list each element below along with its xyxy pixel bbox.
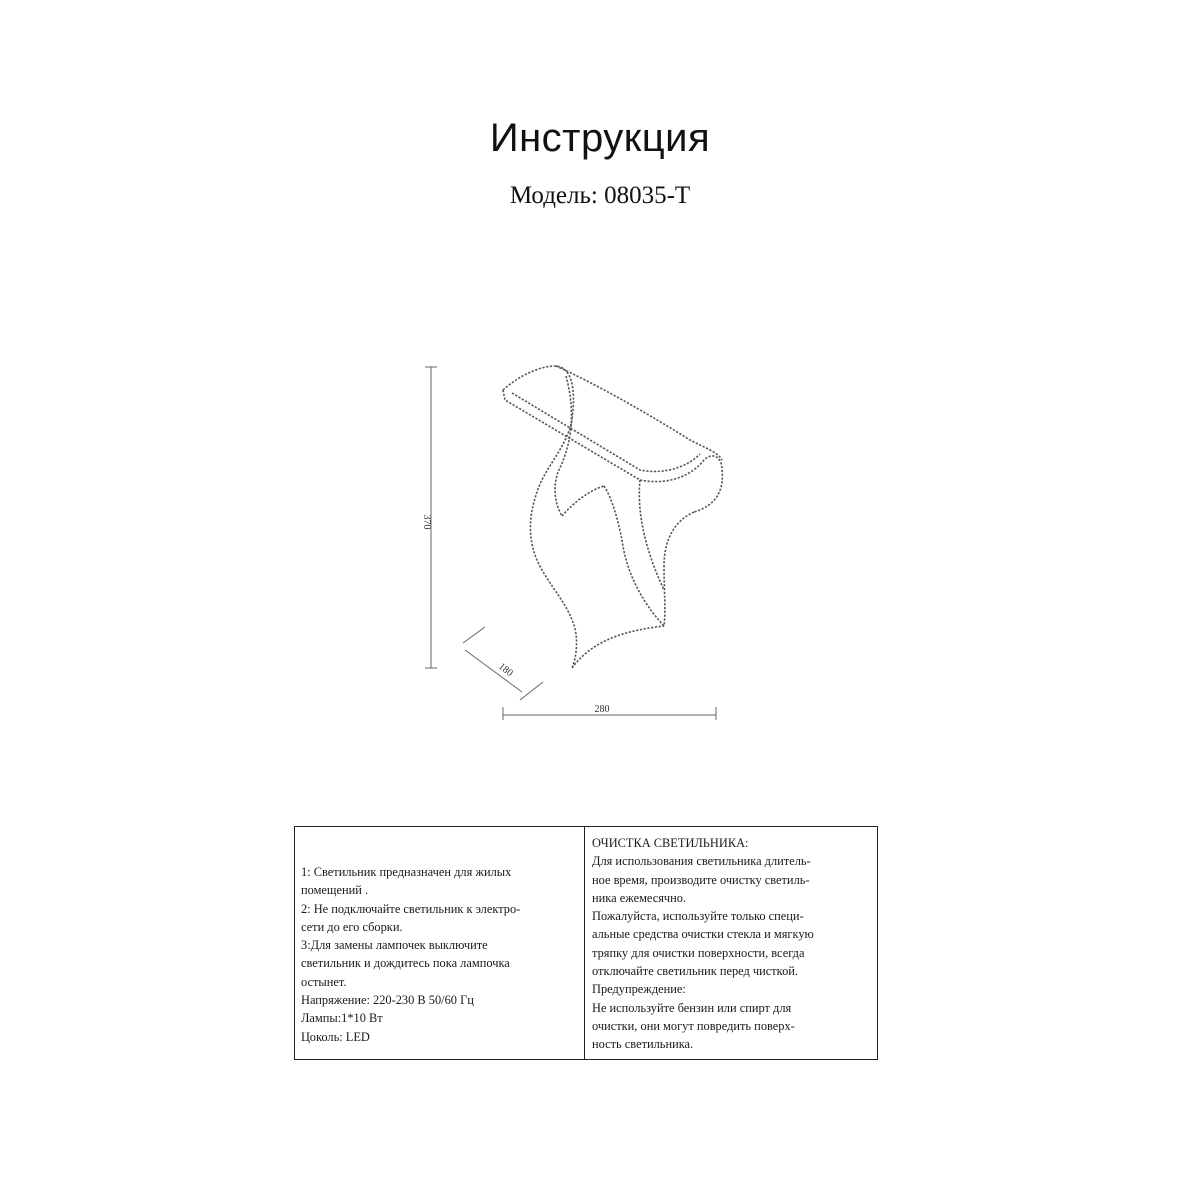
safety-line: светильник и дождитесь пока лампочка bbox=[301, 956, 510, 971]
safety-line: сети до его сборки. bbox=[301, 919, 403, 934]
cleaning-line: альные средства очистки стекла и мягкую bbox=[592, 927, 814, 942]
cleaning-line: Пожалуйста, используйте только специ- bbox=[592, 909, 804, 924]
cleaning-line: тряпку для очистки поверхности, всегда bbox=[592, 945, 805, 960]
dimension-width-label: 280 bbox=[594, 704, 610, 715]
lamp-outline bbox=[503, 366, 722, 668]
cleaning-heading: ОЧИСТКА СВЕТИЛЬНИКА: bbox=[592, 836, 749, 850]
spec-lamps: Лампы:1*10 Вт bbox=[301, 1011, 383, 1026]
cleaning-line: отключайте светильник перед чисткой. bbox=[592, 964, 798, 979]
dimension-depth-label: 180 bbox=[496, 661, 515, 679]
info-table bbox=[294, 826, 878, 1060]
dimension-height-label: 370 bbox=[421, 514, 432, 530]
warning-line: Не используйте бензин или спирт для bbox=[592, 1000, 792, 1015]
cleaning-line: ное время, производите очистку светиль- bbox=[592, 872, 810, 887]
safety-line: остынет. bbox=[301, 974, 347, 989]
warning-heading: Предупреждение: bbox=[592, 982, 686, 997]
model-number: Модель: 08035-T bbox=[509, 182, 691, 209]
cleaning-line: ника ежемесячно. bbox=[592, 890, 687, 905]
document-title: Инструкция bbox=[489, 116, 711, 160]
safety-line: 1: Светильник предназначен для жилых bbox=[301, 865, 512, 879]
cleaning-line: Для использования светильника длитель- bbox=[592, 854, 811, 869]
safety-info-cell bbox=[295, 827, 585, 1059]
dimension-lines bbox=[425, 367, 716, 720]
cleaning-info-cell bbox=[585, 827, 877, 1059]
spec-socket: Цоколь: LED bbox=[301, 1029, 370, 1044]
spec-voltage: Напряжение: 220-230 В 50/60 Гц bbox=[301, 993, 474, 1008]
safety-line: 3:Для замены лампочек выключите bbox=[301, 938, 488, 953]
safety-line: помещений . bbox=[301, 883, 369, 898]
warning-line: очистки, они могут повредить поверх- bbox=[592, 1018, 795, 1033]
warning-line: ность светильника. bbox=[592, 1037, 694, 1052]
safety-line: 2: Не подключайте светильник к электро- bbox=[301, 901, 521, 916]
